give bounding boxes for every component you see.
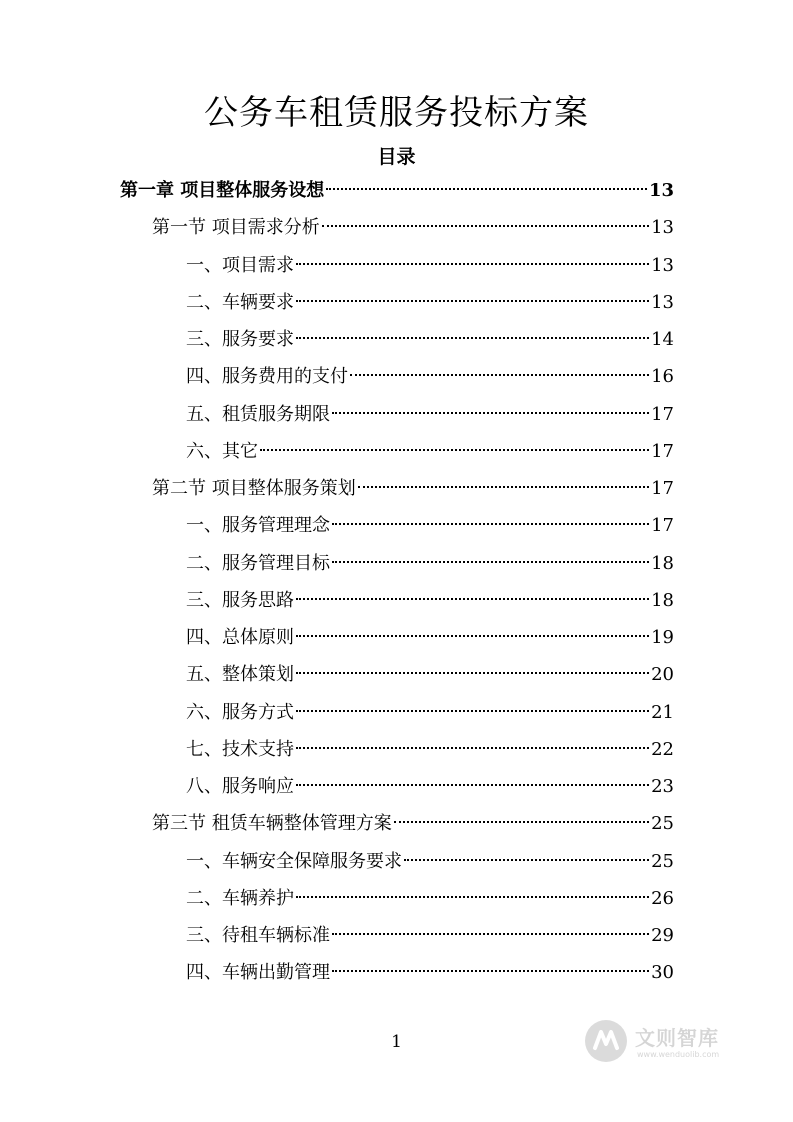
toc-entry-page: 18 (651, 552, 674, 574)
toc-entry-page: 19 (651, 627, 674, 648)
toc-entry[interactable] (152, 809, 674, 839)
toc-dot-leader (296, 747, 649, 749)
toc-dot-leader (296, 896, 649, 898)
toc-entry[interactable] (152, 474, 674, 504)
page-number: 1 (391, 1032, 402, 1052)
toc-entry-page: 25 (651, 813, 674, 835)
toc-entry-page: 16 (651, 366, 674, 388)
toc-entry-page: 21 (651, 701, 674, 723)
toc-entry-page: 13 (651, 217, 674, 239)
toc-entry[interactable] (186, 400, 674, 430)
toc-entry-page: 22 (651, 738, 674, 760)
toc-entry[interactable] (186, 288, 674, 318)
toc-dot-leader (332, 933, 649, 935)
toc-entry[interactable] (186, 847, 674, 877)
toc-entry[interactable] (186, 511, 674, 541)
toc-dot-leader (350, 374, 649, 376)
toc-entry-title: 六、其它 (186, 440, 258, 462)
toc-entry-title: 二、服务管理目标 (186, 552, 330, 574)
toc-entry-title: 第三节 租赁车辆整体管理方案 (152, 813, 392, 835)
toc-entry-title: 三、待租车辆标准 (186, 925, 330, 946)
toc-entry[interactable] (186, 735, 674, 765)
logo-icon (583, 1018, 629, 1064)
watermark (583, 1010, 753, 1070)
toc-entry[interactable] (186, 958, 674, 988)
toc-dot-leader (322, 225, 649, 227)
toc-entry[interactable] (186, 698, 674, 728)
toc-entry-title: 七、技术支持 (186, 738, 294, 760)
toc-dot-leader (332, 561, 649, 563)
toc-entry-title: 八、服务响应 (186, 776, 294, 797)
toc-entry-title: 二、车辆养护 (186, 887, 294, 909)
toc-entry-title: 四、总体原则 (186, 627, 294, 648)
toc-entry[interactable] (120, 176, 674, 206)
toc-entry-page: 13 (648, 180, 674, 201)
toc-dot-leader (296, 300, 649, 302)
toc-entry-title: 五、整体策划 (186, 664, 294, 686)
toc-entry-title: 六、服务方式 (186, 701, 294, 723)
toc-entry-page: 29 (651, 925, 674, 946)
toc-entry[interactable] (186, 884, 674, 914)
toc-dot-leader (394, 821, 649, 823)
toc-entry-page: 17 (651, 403, 674, 425)
toc-entry[interactable] (186, 921, 674, 951)
toc-entry-page: 13 (651, 254, 674, 276)
toc-entry-title: 五、租赁服务期限 (186, 403, 330, 425)
toc-entry[interactable] (186, 251, 674, 281)
toc-entry-title: 三、服务思路 (186, 589, 294, 611)
toc-dot-leader (404, 859, 649, 861)
toc-entry-title: 第一章 项目整体服务设想 (120, 180, 325, 201)
toc-entry[interactable] (186, 772, 674, 802)
toc-entry-title: 二、车辆要求 (186, 291, 294, 313)
toc-entry-title: 第一节 项目需求分析 (152, 217, 320, 239)
toc-entry-page: 13 (651, 291, 674, 313)
toc-entry[interactable] (186, 549, 674, 579)
toc-dot-leader (326, 188, 647, 190)
toc-entry-title: 三、服务要求 (186, 329, 294, 350)
toc-dot-leader (296, 784, 649, 786)
toc-entry-page: 30 (651, 962, 674, 984)
toc-entry-title: 一、项目需求 (186, 254, 294, 276)
toc-entry-title: 一、服务管理理念 (186, 515, 330, 537)
toc-dot-leader (260, 449, 649, 451)
document-title: 公务车租赁服务投标方案 (204, 93, 589, 133)
toc-dot-leader (296, 598, 649, 600)
toc-entry-page: 20 (651, 664, 674, 686)
toc-dot-leader (332, 523, 649, 525)
toc-dot-leader (358, 486, 649, 488)
toc-dot-leader (296, 337, 649, 339)
toc-entry[interactable] (186, 623, 674, 653)
toc-entry[interactable] (186, 586, 674, 616)
toc-entry-title: 第二节 项目整体服务策划 (152, 478, 356, 499)
toc-dot-leader (296, 710, 649, 712)
toc-entry-page: 17 (651, 478, 674, 499)
toc-dot-leader (296, 672, 649, 674)
watermark-url: www.wenduolib.com (637, 1050, 720, 1059)
toc-dot-leader (296, 635, 649, 637)
toc-dot-leader (332, 970, 649, 972)
toc-entry[interactable] (186, 660, 674, 690)
watermark-name: 文则智库 (635, 1026, 719, 1050)
toc-entry-title: 四、服务费用的支付 (186, 366, 348, 388)
toc-entry-page: 25 (651, 850, 674, 872)
toc-entry-page: 17 (651, 440, 674, 462)
toc-entry-page: 14 (651, 329, 674, 350)
toc-entry-page: 17 (651, 515, 674, 537)
toc-entry[interactable] (186, 325, 674, 355)
toc-entry-page: 18 (651, 589, 674, 611)
toc-entry[interactable] (186, 437, 674, 467)
toc-entry-title: 四、车辆出勤管理 (186, 962, 330, 984)
toc-dot-leader (332, 412, 649, 414)
toc-entry-title: 一、车辆安全保障服务要求 (186, 850, 402, 872)
toc-entry[interactable] (152, 213, 674, 243)
toc-dot-leader (296, 263, 649, 265)
toc-entry-page: 23 (651, 776, 674, 797)
toc-entry[interactable] (186, 362, 674, 392)
toc-entry-page: 26 (651, 887, 674, 909)
toc-heading: 目录 (377, 146, 416, 168)
